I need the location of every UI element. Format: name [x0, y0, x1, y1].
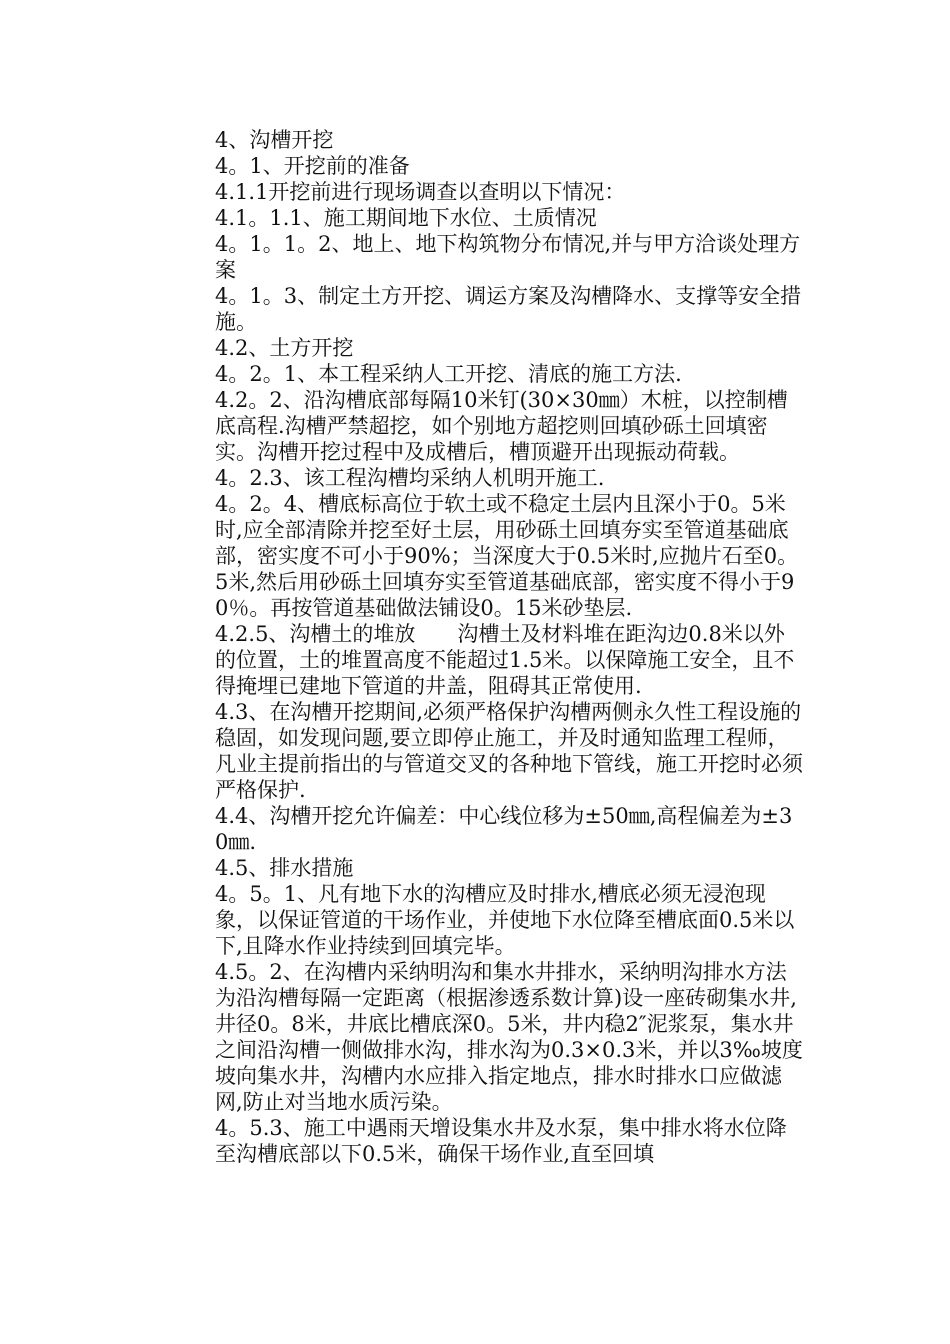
section-heading-trench-excavation: 4、沟槽开挖 [215, 128, 334, 152]
paragraph-soil-stacking: 4.2.5、沟槽土的堆放 沟槽土及材料堆在距沟边0.8米以外的位置，土的堆置高度不能超过1.5米。以保障施工安全，且不得掩埋已建地下管道的井盖，阻碍其正常使用. [215, 622, 795, 698]
paragraph-soft-soil: 4。2。4、槽底标高位于软土或不稳定土层内且深小于0。5米时,应全部清除并挖至好土层，用砂砾土回填夯实至管道基础底部，密实度不可小于90%；当深度大于0.5米时,应抛片石至0。5米,然后用砂砾土回填夯实至管道基础底部，密实度不得小于90％。再按管道基础做法铺设0。15米砂垫层. [215, 492, 799, 620]
paragraph-site-survey: 4.1.1开挖前进行现场调查以查明以下情况： [215, 180, 626, 204]
subsection-heading-earthwork: 4.2、土方开挖 [215, 336, 354, 360]
paragraph-safety-measures: 4。1。3、制定土方开挖、调运方案及沟槽降水、支撑等安全措施。 [215, 284, 802, 334]
paragraph-open-ditch: 4.5。2、在沟槽内采纳明沟和集水井排水，采纳明沟排水方法为沿沟槽每隔一定距离（根据渗透系数计算)设一座砖砌集水井,井径0。8米，井底比槽底深0。5米，井内稳2″泥浆泵，集水井之间沿沟槽一侧做排水沟，排水沟为0.3×0.3米，并以3‰坡度坡向集水井，沟槽内水应排入指定地点，排水时排水口应做滤网,防止对当地水质污染。 [215, 960, 803, 1114]
paragraph-groundwater-drainage: 4。5。1、凡有地下水的沟槽应及时排水,槽底必须无浸泡现象，以保证管道的干场作业，并使地下水位降至槽底面0.5米以下,且降水作业持续到回填完毕。 [215, 882, 795, 958]
document-body [215, 127, 805, 1167]
subsection-heading-drainage: 4.5、排水措施 [215, 856, 354, 880]
paragraph-structures: 4。1。1。2、地上、地下构筑物分布情况,并与甲方洽谈处理方案 [215, 232, 801, 282]
paragraph-wooden-stakes: 4.2。2、沿沟槽底部每隔10米钉(30×30㎜）木桩，以控制槽底高程.沟槽严禁超挖，如个别地方超挖则回填砂砾土回填密实。沟槽开挖过程中及成槽后，槽顶避开出现振动荷载。 [215, 388, 788, 464]
subsection-heading-preparation: 4。1、开挖前的准备 [215, 154, 410, 178]
paragraph-machine-excavation: 4。2.3、该工程沟槽均采纳人机明开施工. [215, 466, 605, 490]
paragraph-groundwater: 4.1。1.1、施工期间地下水位、土质情况 [215, 206, 597, 230]
paragraph-rainy-day: 4。5.3、施工中遇雨天增设集水井及水泵，集中排水将水位降至沟槽底部以下0.5米，确保干场作业,直至回填 [215, 1116, 787, 1166]
paragraph-manual-excavation: 4。2。1、本工程采纳人工开挖、清底的施工方法. [215, 362, 682, 386]
paragraph-protection: 4.3、在沟槽开挖期间,必须严格保护沟槽两侧永久性工程设施的稳固，如发现问题,要立即停止施工，并及时通知监理工程师，凡业主提前指出的与管道交叉的各种地下管线，施工开挖时必须严格保护. [215, 700, 803, 802]
paragraph-tolerance: 4.4、沟槽开挖允许偏差：中心线位移为±50㎜,高程偏差为±30㎜. [215, 804, 793, 854]
